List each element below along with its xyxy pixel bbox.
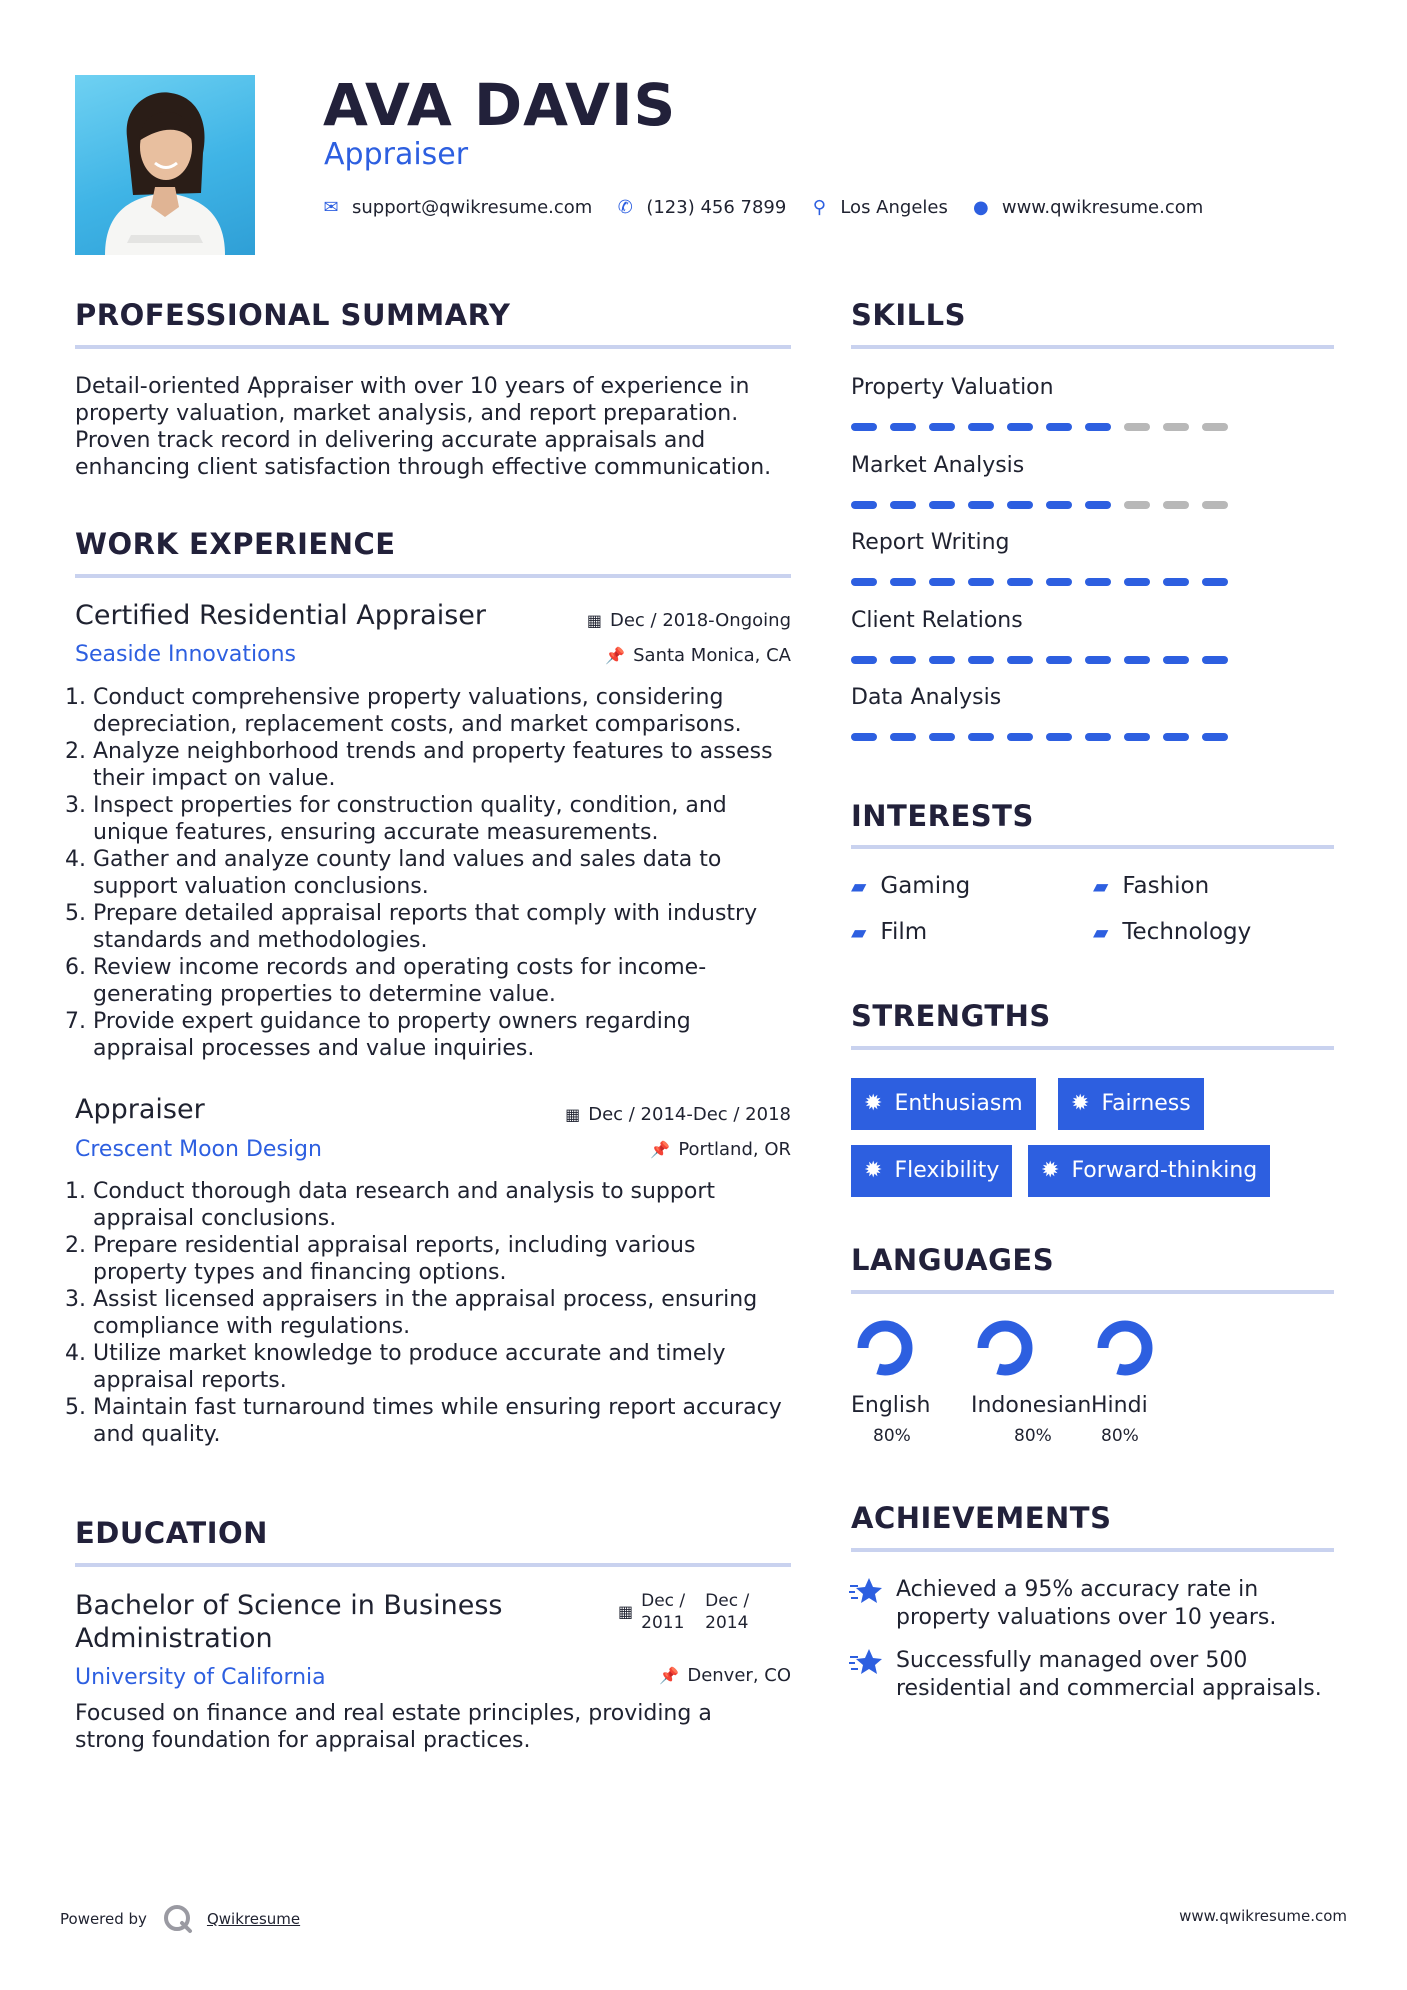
education-description xyxy=(75,1700,795,1754)
rating-dot-filled xyxy=(1007,501,1033,509)
skills-heading: SKILLS xyxy=(851,298,966,332)
education-end xyxy=(705,1590,749,1634)
education-location xyxy=(659,1665,791,1687)
list-item: 5. Maintain fast turnaround times while ensuring report accuracy and quality. xyxy=(93,1394,793,1448)
rating-dot-filled xyxy=(1163,578,1189,586)
language-level-arc xyxy=(863,1326,907,1370)
skill-label: Market Analysis xyxy=(851,453,1025,478)
school-name: University of California xyxy=(75,1665,326,1690)
date-part: 2014 xyxy=(705,1613,749,1633)
skill-label: Report Writing xyxy=(851,530,1010,555)
experience-heading: WORK EXPERIENCE xyxy=(75,527,396,561)
skill-rating xyxy=(851,656,1228,664)
rating-dot-filled xyxy=(1085,423,1111,431)
badge-icon: ✹ xyxy=(1041,1158,1060,1183)
achievements-heading: ACHIEVEMENTS xyxy=(851,1501,1112,1535)
list-item: 1. Conduct thorough data research and analysis to support appraisal conclusions. xyxy=(93,1178,793,1232)
strength-label: Fairness xyxy=(1101,1091,1191,1116)
pin-icon: 📌 xyxy=(650,1140,671,1159)
interest-label: Film xyxy=(880,919,928,945)
calendar-icon: ▦ xyxy=(618,1602,634,1621)
achievement-text xyxy=(896,1576,1276,1632)
list-item: 7. Provide expert guidance to property owners regarding appraisal processes and value inquiries. xyxy=(93,1008,793,1062)
rating-dot-filled xyxy=(1085,733,1111,741)
rating-dot-filled xyxy=(929,656,955,664)
pin-icon: 📌 xyxy=(605,646,626,665)
candidate-name: AVA DAVIS xyxy=(323,71,677,139)
book-icon: ▰ xyxy=(1093,874,1109,898)
education-heading: EDUCATION xyxy=(75,1516,268,1550)
calendar-icon: ▦ xyxy=(586,611,602,630)
date-part: Dec / xyxy=(641,1591,686,1611)
rating-dot-filled xyxy=(890,656,916,664)
rating-dot-filled xyxy=(890,501,916,509)
contact-website[interactable]: www.qwikresume.com xyxy=(1001,196,1204,218)
skill-rating xyxy=(851,578,1228,586)
rating-dot-empty xyxy=(1163,501,1189,509)
list-item: 2. Prepare residential appraisal reports, including various property types and financing options. xyxy=(93,1232,793,1286)
strengths-divider xyxy=(851,1046,1334,1050)
rating-dot-filled xyxy=(1046,423,1072,431)
education-divider xyxy=(75,1563,791,1567)
badge-icon: ✹ xyxy=(864,1091,883,1116)
rating-dot-filled xyxy=(929,733,955,741)
summary-divider xyxy=(75,345,791,349)
summary-line: property valuation, market analysis, and report preparation. xyxy=(75,401,739,426)
powered-by-label: Powered by xyxy=(60,1910,147,1928)
contact-phone[interactable]: (123) 456 7899 xyxy=(646,196,787,218)
rating-dot-empty xyxy=(1124,501,1150,509)
book-icon: ▰ xyxy=(851,920,867,944)
degree-line: Administration xyxy=(75,1623,273,1654)
education-location-text: Denver, CO xyxy=(687,1665,791,1686)
interest-label: Fashion xyxy=(1122,873,1210,899)
strength-tag xyxy=(1058,1078,1204,1130)
summary-text xyxy=(75,373,795,481)
profile-photo xyxy=(75,75,255,255)
summary-line: Detail-oriented Appraiser with over 10 years of experience in xyxy=(75,374,750,399)
rating-dot-filled xyxy=(968,578,994,586)
list-item: 3. Inspect properties for construction quality, condition, and unique features, ensuring accurate measurements. xyxy=(93,792,793,846)
list-item: 5. Prepare detailed appraisal reports that comply with industry standards and methodologies. xyxy=(93,900,793,954)
languages-divider xyxy=(851,1290,1334,1294)
achievement-icon xyxy=(849,1576,883,1610)
achievements-divider xyxy=(851,1548,1334,1552)
list-item: 1. Conduct comprehensive property valuations, considering depreciation, replacement costs, and market comparisons. xyxy=(93,684,793,738)
date-part: Dec / xyxy=(705,1591,750,1611)
qwikresume-logo-icon xyxy=(161,1902,195,1936)
rating-dot-filled xyxy=(851,578,877,586)
pin-icon: 📌 xyxy=(659,1666,680,1685)
list-item: 4. Gather and analyze county land values and sales data to support valuation conclusions. xyxy=(93,846,793,900)
rating-dot-filled xyxy=(1007,423,1033,431)
strengths-heading: STRENGTHS xyxy=(851,999,1051,1033)
achievement-line: property valuations over 10 years. xyxy=(896,1605,1277,1630)
summary-line: enhancing client satisfaction through effective communication. xyxy=(75,455,772,480)
education-line: strong foundation for appraisal practices. xyxy=(75,1728,531,1753)
rating-dot-empty xyxy=(1202,501,1228,509)
footer-website[interactable]: www.qwikresume.com xyxy=(1179,1907,1347,1925)
footer-brand xyxy=(60,1902,300,1936)
contact-bar xyxy=(322,193,1227,221)
job-location xyxy=(605,645,791,667)
rating-dot-filled xyxy=(968,733,994,741)
rating-dot-filled xyxy=(1124,733,1150,741)
rating-dot-empty xyxy=(1202,423,1228,431)
job-location-text: Santa Monica, CA xyxy=(633,645,791,666)
language-level-ring xyxy=(1095,1318,1155,1378)
languages-heading: LANGUAGES xyxy=(851,1243,1055,1277)
rating-dot-filled xyxy=(929,501,955,509)
language-level: 80% xyxy=(1101,1426,1139,1446)
achievement-icon xyxy=(849,1647,883,1681)
rating-dot-filled xyxy=(1046,656,1072,664)
company-name: Crescent Moon Design xyxy=(75,1137,322,1162)
rating-dot-filled xyxy=(968,423,994,431)
person-portrait-image xyxy=(75,75,255,255)
skills-divider xyxy=(851,345,1334,349)
education-line: Focused on finance and real estate principles, providing a xyxy=(75,1701,712,1726)
rating-dot-filled xyxy=(1085,501,1111,509)
rating-dot-empty xyxy=(1124,423,1150,431)
job-title: Certified Residential Appraiser xyxy=(75,600,486,631)
interest-item xyxy=(1093,918,1251,946)
strength-tag xyxy=(851,1145,1012,1197)
skill-label: Client Relations xyxy=(851,608,1023,633)
rating-dot-filled xyxy=(890,733,916,741)
language-name: Hindi xyxy=(1091,1393,1148,1418)
job-location-text: Portland, OR xyxy=(678,1139,791,1160)
contact-email[interactable]: support@qwikresume.com xyxy=(352,196,593,218)
rating-dot-filled xyxy=(1085,578,1111,586)
summary-line: Proven track record in delivering accurate appraisals and xyxy=(75,428,706,453)
candidate-title: Appraiser xyxy=(324,137,469,172)
rating-dot-filled xyxy=(1202,656,1228,664)
skill-label: Property Valuation xyxy=(851,375,1054,400)
rating-dot-filled xyxy=(851,423,877,431)
rating-dot-filled xyxy=(890,578,916,586)
rating-dot-filled xyxy=(851,501,877,509)
job-duties-list xyxy=(75,1178,793,1448)
strength-label: Enthusiasm xyxy=(894,1091,1023,1116)
rating-dot-filled xyxy=(1046,501,1072,509)
job-dates-text: Dec / 2014-Dec / 2018 xyxy=(588,1104,791,1125)
qwikresume-link[interactable]: Qwikresume xyxy=(206,1910,301,1928)
summary-heading: PROFESSIONAL SUMMARY xyxy=(75,298,511,332)
rating-dot-filled xyxy=(929,423,955,431)
rating-dot-filled xyxy=(1046,578,1072,586)
list-item: 6. Review income records and operating costs for income-generating properties to determine value. xyxy=(93,954,793,1008)
language-level-arc xyxy=(1103,1326,1147,1370)
star-icon xyxy=(849,1647,883,1677)
education-dates xyxy=(618,1590,749,1634)
list-item: 4. Utilize market knowledge to produce accurate and timely appraisal reports. xyxy=(93,1340,793,1394)
badge-icon: ✹ xyxy=(864,1158,883,1183)
strength-tag xyxy=(851,1078,1036,1130)
interest-label: Technology xyxy=(1122,919,1252,945)
date-part: 2011 xyxy=(641,1613,685,1633)
calendar-icon: ▦ xyxy=(565,1105,581,1124)
language-level-ring xyxy=(855,1318,915,1378)
rating-dot-filled xyxy=(1124,578,1150,586)
interests-divider xyxy=(851,845,1334,849)
job-title: Appraiser xyxy=(75,1094,205,1125)
interest-item xyxy=(851,872,970,900)
language-level: 80% xyxy=(873,1426,911,1446)
rating-dot-filled xyxy=(1124,656,1150,664)
strength-tag xyxy=(1028,1145,1270,1197)
skill-rating xyxy=(851,501,1228,509)
achievement-line: Achieved a 95% accuracy rate in xyxy=(896,1577,1259,1602)
interest-item xyxy=(1093,872,1209,900)
rating-dot-filled xyxy=(968,501,994,509)
job-dates xyxy=(565,1104,791,1126)
achievement-line: Successfully managed over 500 xyxy=(896,1648,1248,1673)
skill-rating xyxy=(851,423,1228,431)
interest-label: Gaming xyxy=(880,873,971,899)
rating-dot-filled xyxy=(1202,578,1228,586)
rating-dot-filled xyxy=(1163,656,1189,664)
job-duties-list xyxy=(75,684,793,1062)
education-start xyxy=(641,1590,685,1634)
degree-line: Bachelor of Science in Business xyxy=(75,1590,503,1621)
interest-item xyxy=(851,918,927,946)
rating-dot-filled xyxy=(1202,733,1228,741)
rating-dot-filled xyxy=(851,733,877,741)
interests-heading: INTERESTS xyxy=(851,799,1034,833)
rating-dot-filled xyxy=(851,656,877,664)
rating-dot-empty xyxy=(1163,423,1189,431)
language-name: Indonesian xyxy=(971,1393,1092,1418)
envelope-icon: ✉ xyxy=(323,196,339,218)
map-pin-icon: ⚲ xyxy=(812,196,826,218)
rating-dot-filled xyxy=(1007,733,1033,741)
skill-label: Data Analysis xyxy=(851,685,1002,710)
rating-dot-filled xyxy=(1046,733,1072,741)
achievement-line: residential and commercial appraisals. xyxy=(896,1676,1322,1701)
phone-icon: ✆ xyxy=(617,196,633,218)
book-icon: ▰ xyxy=(851,874,867,898)
rating-dot-filled xyxy=(1163,733,1189,741)
rating-dot-filled xyxy=(1007,578,1033,586)
list-item: 3. Assist licensed appraisers in the appraisal process, ensuring compliance with regulations. xyxy=(93,1286,793,1340)
language-level-arc xyxy=(983,1326,1027,1370)
rating-dot-filled xyxy=(1007,656,1033,664)
skill-rating xyxy=(851,733,1228,741)
job-dates-text: Dec / 2018-Ongoing xyxy=(610,610,791,631)
company-name: Seaside Innovations xyxy=(75,642,296,667)
job-dates xyxy=(587,610,791,632)
achievement-text xyxy=(896,1647,1322,1703)
language-level: 80% xyxy=(1014,1426,1052,1446)
rating-dot-filled xyxy=(890,423,916,431)
star-icon xyxy=(849,1576,883,1606)
globe-icon: ● xyxy=(972,196,989,218)
strength-label: Forward-thinking xyxy=(1071,1158,1258,1183)
rating-dot-filled xyxy=(929,578,955,586)
badge-icon: ✹ xyxy=(1071,1091,1090,1116)
degree-title xyxy=(75,1589,502,1655)
rating-dot-filled xyxy=(1085,656,1111,664)
list-item: 2. Analyze neighborhood trends and property features to assess their impact on value. xyxy=(93,738,793,792)
language-level-ring xyxy=(975,1318,1035,1378)
rating-dot-filled xyxy=(968,656,994,664)
contact-location: Los Angeles xyxy=(840,196,948,218)
book-icon: ▰ xyxy=(1093,920,1109,944)
strength-label: Flexibility xyxy=(894,1158,1000,1183)
experience-divider xyxy=(75,574,791,578)
job-location xyxy=(650,1139,791,1161)
language-name: English xyxy=(851,1393,931,1418)
